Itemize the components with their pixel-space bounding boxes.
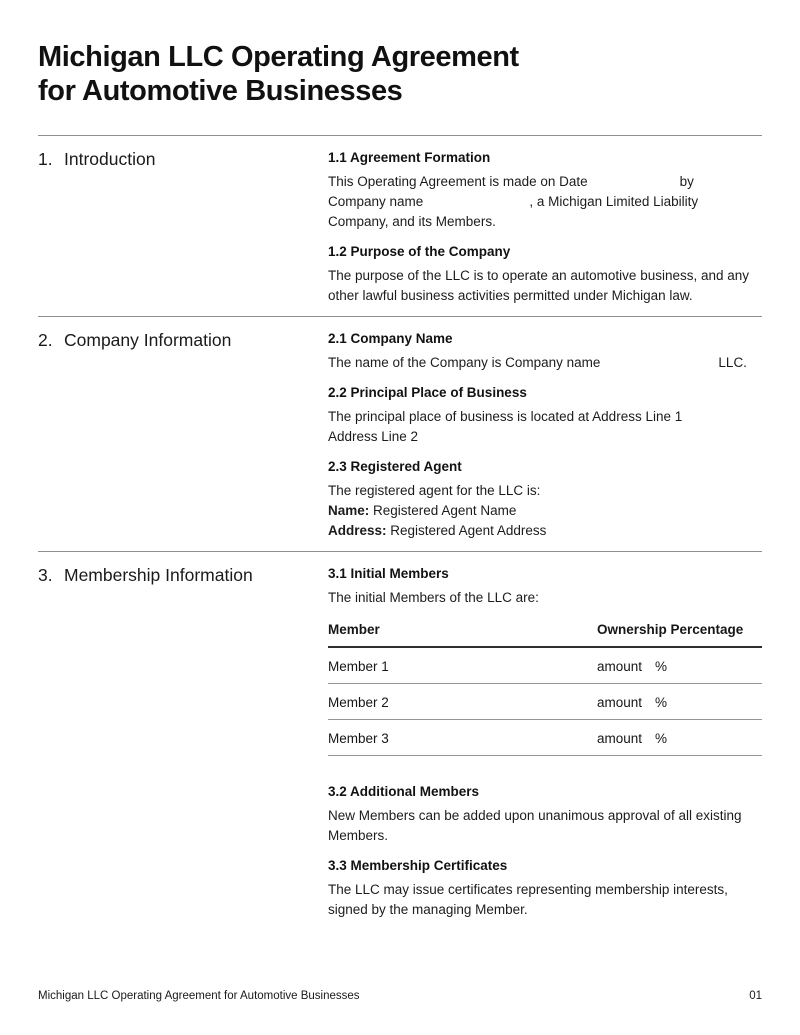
member-name-cell: Member 2: [328, 695, 389, 710]
company-name-text: The name of the Company is: [328, 355, 502, 370]
member-column-header: Member: [328, 622, 380, 637]
page-title-line1: Michigan LLC Operating Agreement: [38, 41, 519, 73]
address-label: Address:: [328, 523, 387, 538]
subsection-2-1: [328, 329, 763, 373]
footer-document-title: Michigan LLC Operating Agreement for Automotive Businesses: [38, 990, 360, 1002]
subsection-1-1-body: [328, 172, 763, 232]
agreement-line-1: [328, 172, 763, 192]
subsection-3-2: [328, 782, 763, 846]
subsection-1-2-heading: 1.2 Purpose of the Company: [328, 244, 511, 259]
agreement-text-4: Company, and its Members.: [328, 214, 496, 229]
section-2-number: 2.: [38, 330, 53, 350]
amount-field[interactable]: amount: [597, 659, 643, 674]
section-3-title: Membership Information: [64, 565, 253, 585]
subsection-1-2-body: The purpose of the LLC is to operate an automotive business, and any other lawful business activities permitted under Michigan law.: [328, 268, 750, 303]
subsection-3-3-body: The LLC may issue certificates representing membership interests, signed by the managing Member.: [328, 882, 728, 917]
table-row: [328, 720, 762, 756]
agreement-line-3: [328, 212, 763, 232]
name-label: Name:: [328, 503, 370, 518]
table-row: [328, 648, 762, 684]
member-name-cell: Member 1: [328, 659, 389, 674]
section-1-number: 1.: [38, 149, 53, 169]
subsection-2-2-body: [328, 407, 763, 447]
subsection-3-1-body: The initial Members of the LLC are:: [328, 590, 539, 605]
date-field[interactable]: Date: [559, 174, 588, 189]
address-text: The principal place of business is located at: [328, 409, 590, 424]
section-1-title: Introduction: [64, 149, 156, 169]
agreement-text-3: , a Michigan Limited Liability: [529, 194, 699, 209]
registered-agent-name-line: [328, 501, 763, 521]
section-3-content: [328, 564, 763, 920]
subsection-1-1-heading: 1.1 Agreement Formation: [328, 150, 491, 165]
subsection-2-2: [328, 383, 763, 447]
section-membership-information: [38, 552, 762, 930]
registered-agent-address-line: [328, 521, 763, 541]
section-3-number: 3.: [38, 565, 53, 585]
section-introduction: [38, 136, 762, 316]
amount-field[interactable]: amount: [597, 695, 643, 710]
address-line-2: [328, 427, 763, 447]
company-name-blank: [600, 366, 718, 367]
llc-suffix: LLC.: [718, 355, 747, 370]
registered-agent-name-field[interactable]: Registered Agent Name: [373, 503, 517, 518]
company-name-blank: [423, 205, 529, 206]
address-line-2-field[interactable]: Address Line 2: [328, 429, 419, 444]
registered-agent-address-field[interactable]: Registered Agent Address: [390, 523, 547, 538]
subsection-3-2-heading: 3.2 Additional Members: [328, 784, 480, 799]
subsection-2-3-body: [328, 481, 763, 541]
section-1-content: [328, 148, 763, 306]
date-blank: [588, 185, 680, 186]
company-name-line: [328, 353, 763, 373]
ownership-column-header: Ownership Percentage: [597, 622, 744, 637]
subsection-2-1-heading: 2.1 Company Name: [328, 331, 453, 346]
agreement-line-2: [328, 192, 763, 212]
subsection-2-2-heading: 2.2 Principal Place of Business: [328, 385, 527, 400]
page-title: [38, 40, 762, 108]
company-name-field[interactable]: Company name: [505, 355, 601, 370]
subsection-1-2: [328, 242, 763, 306]
section-1-heading: [38, 148, 328, 306]
section-3-heading: [38, 564, 328, 920]
members-table-header: [328, 620, 762, 648]
subsection-2-3: [328, 457, 763, 541]
subsection-3-2-body: New Members can be added upon unanimous approval of all existing Members.: [328, 808, 742, 843]
subsection-3-3-heading: 3.3 Membership Certificates: [328, 858, 508, 873]
subsection-3-1-heading: 3.1 Initial Members: [328, 566, 449, 581]
page-title-line2: for Automotive Businesses: [38, 75, 403, 107]
footer-page-number: 01: [749, 990, 762, 1002]
table-row: [328, 684, 762, 720]
address-line-1: [328, 407, 763, 427]
section-2-title: Company Information: [64, 330, 232, 350]
percent-sign: %: [655, 659, 668, 674]
agreement-text-2: by: [679, 174, 694, 189]
subsection-1-1: [328, 148, 763, 232]
percent-sign: %: [655, 731, 668, 746]
company-name-field[interactable]: Company name: [328, 194, 424, 209]
subsection-3-3: [328, 856, 763, 920]
percent-sign: %: [655, 695, 668, 710]
section-company-information: [38, 317, 762, 551]
section-2-heading: [38, 329, 328, 541]
subsection-2-1-body: [328, 353, 763, 373]
subsection-2-3-heading: 2.3 Registered Agent: [328, 459, 462, 474]
members-table: [328, 620, 762, 756]
agreement-text-1: This Operating Agreement is made on: [328, 174, 556, 189]
section-2-content: [328, 329, 763, 541]
amount-field[interactable]: amount: [597, 731, 643, 746]
address-line-1-field[interactable]: Address Line 1: [592, 409, 683, 424]
subsection-3-1: [328, 564, 763, 608]
page-footer: [38, 989, 762, 1035]
member-name-cell: Member 3: [328, 731, 389, 746]
registered-agent-intro: The registered agent for the LLC is:: [328, 483, 541, 498]
